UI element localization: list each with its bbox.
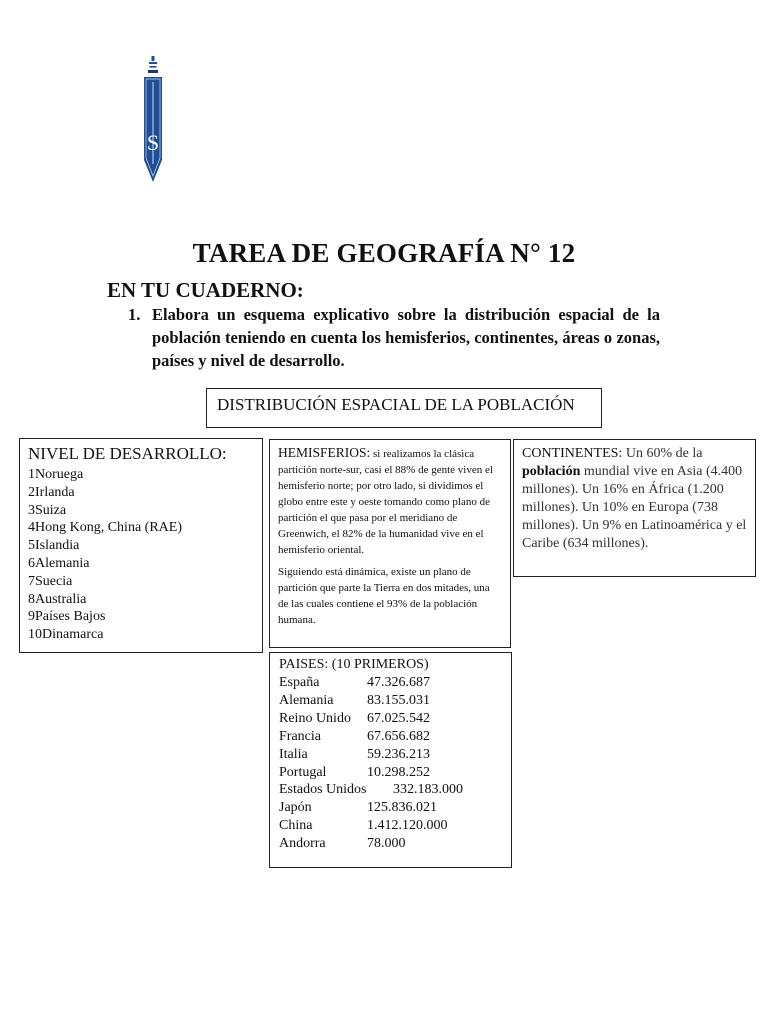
- country-population: 332.183.000: [393, 782, 463, 798]
- country-row: [279, 835, 502, 853]
- country-name: China: [279, 818, 313, 834]
- nivel-item: 5Islandia: [28, 538, 80, 554]
- school-crest-logo: [137, 52, 169, 186]
- nivel-item: 8Australia: [28, 591, 87, 607]
- nivel-item: 6Alemania: [28, 555, 90, 571]
- country-name: Portugal: [279, 764, 327, 780]
- svg-text:S: S: [146, 130, 160, 155]
- continentes-text-1: Un 60% de la: [625, 446, 703, 461]
- country-name: Andorra: [279, 836, 326, 852]
- country-population: 67.656.682: [367, 728, 430, 744]
- country-row: [279, 728, 502, 746]
- hemisferios-box: [269, 439, 511, 648]
- nivel-item: 4Hong Kong, China (RAE): [28, 520, 182, 536]
- nivel-item: 9Países Bajos: [28, 609, 106, 625]
- country-row: [279, 764, 502, 782]
- nivel-item: 3Suiza: [28, 502, 67, 518]
- country-name: España: [279, 675, 320, 690]
- continentes-heading: CONTINENTES:: [522, 446, 623, 461]
- country-name: Alemania: [279, 692, 334, 708]
- task-instruction: [128, 303, 660, 372]
- nivel-item: 7Suecia: [28, 573, 73, 589]
- country-row: [279, 799, 502, 817]
- section-subtitle: EN TU CUADERNO:: [107, 278, 304, 302]
- country-row: [279, 710, 502, 728]
- nivel-item: 2Irlanda: [28, 484, 75, 500]
- country-row: [279, 781, 502, 799]
- country-row: [279, 817, 502, 835]
- country-population: 1.412.120.000: [367, 818, 448, 834]
- country-population: 67.025.542: [367, 710, 430, 726]
- country-name: Francia: [279, 728, 321, 744]
- nivel-desarrollo-box: [19, 438, 263, 653]
- continentes-text-2: mundial vive en Asia (4.400 millones). Un 16% en África (1.200 millones). Un 10% en Europa (738 millones). Un 9% en Latinoamérica y el Caribe (634 millones).: [522, 464, 747, 551]
- country-name: Italia: [279, 746, 308, 762]
- hemisferios-paragraph-1: [278, 445, 502, 558]
- task-number: 1.: [128, 305, 141, 324]
- paises-heading: PAISES: (10 PRIMEROS): [279, 657, 429, 672]
- country-name: Japón: [279, 800, 312, 816]
- main-concept-box: DISTRIBUCIÓN ESPACIAL DE LA POBLACIÓN: [206, 388, 602, 428]
- country-population: 47.326.687: [367, 675, 430, 690]
- continentes-box: [513, 439, 756, 577]
- country-name: Estados Unidos: [279, 782, 367, 798]
- nivel-item: 10Dinamarca: [28, 627, 104, 643]
- hemisferios-heading: HEMISFERIOS:: [278, 445, 371, 460]
- nivel-heading: NIVEL DE DESARROLLO:: [28, 444, 227, 463]
- country-population: 59.236.213: [367, 746, 430, 762]
- country-population: 83.155.031: [367, 692, 430, 708]
- paises-box: [269, 652, 512, 868]
- page-title: TAREA DE GEOGRAFÍA N° 12: [192, 238, 576, 268]
- country-population: 10.298.252: [367, 764, 430, 780]
- nivel-item: 1Noruega: [28, 467, 84, 482]
- country-name: Reino Unido: [279, 710, 351, 726]
- country-row: [279, 746, 502, 764]
- country-population: 78.000: [367, 836, 406, 852]
- country-population: 125.836.021: [367, 800, 437, 816]
- task-text: Elabora un esquema explicativo sobre la distribución espacial de la población teniendo en cuenta los hemisferios, continentes, áreas o zonas, países y nivel de desarrollo.: [152, 305, 660, 370]
- country-row: [279, 692, 502, 710]
- continentes-bold-term: población: [522, 464, 581, 479]
- hemisferios-paragraph-2: Siguiendo está dinámica, existe un plano de partición que parte la Tierra en dos mitades, una de las cuales contiene el 93% de la población humana.: [278, 566, 490, 626]
- country-row: [279, 674, 502, 692]
- hemisferios-text-1: si realizamos la clásica partición norte-sur, casi el 88% de gente viven el hemisferio norte; por otro lado, si dividimos el globo entre este y oeste tomando como plano de partición el que pasa por el meridiano de Greenwich, el 82% de la humanidad vive en el hemisferio oriental.: [278, 448, 493, 556]
